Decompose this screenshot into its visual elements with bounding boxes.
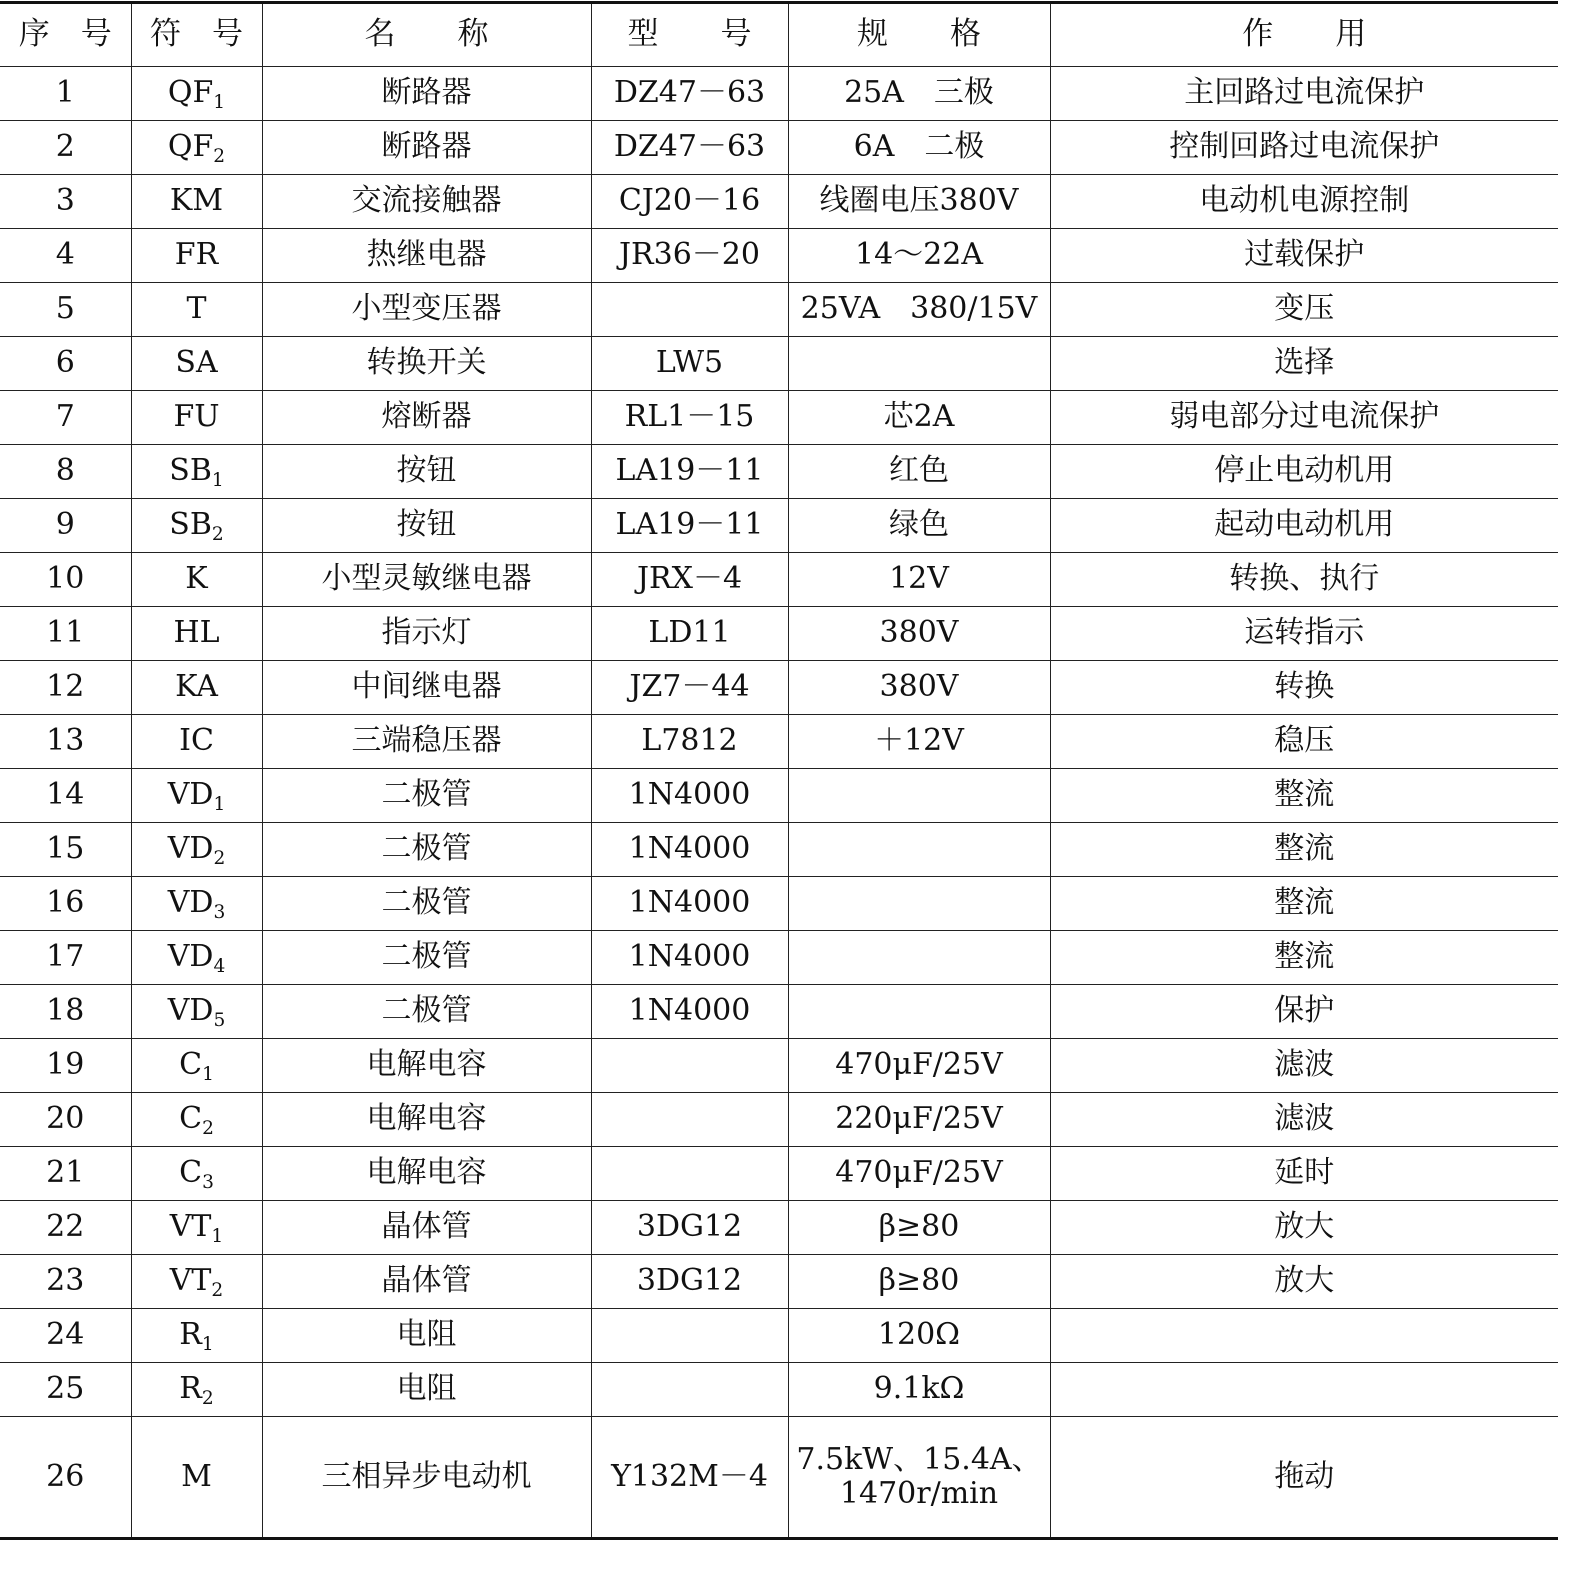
cell-function: 弱电部分过电流保护 — [1050, 391, 1558, 445]
cell-no: 13 — [0, 715, 131, 769]
cell-spec: β≥80 — [788, 1255, 1050, 1309]
cell-model: LA19－11 — [591, 499, 788, 553]
symbol-subscript: 2 — [201, 1388, 214, 1410]
table-row — [0, 1147, 1558, 1201]
cell-function: 控制回路过电流保护 — [1050, 121, 1558, 175]
cell-model: 3DG12 — [591, 1255, 788, 1309]
cell-function: 过载保护 — [1050, 229, 1558, 283]
cell-function: 主回路过电流保护 — [1050, 67, 1558, 121]
cell-function: 稳压 — [1050, 715, 1558, 769]
symbol-subscript: 3 — [213, 902, 226, 924]
table-header — [0, 3, 1558, 67]
cell-name: 电解电容 — [262, 1093, 591, 1147]
cell-no: 6 — [0, 337, 131, 391]
symbol-subscript: 1 — [213, 794, 226, 816]
cell-no: 22 — [0, 1201, 131, 1255]
cell-name: 三相异步电动机 — [262, 1417, 591, 1539]
cell-no: 16 — [0, 877, 131, 931]
cell-model: Y132M－4 — [591, 1417, 788, 1539]
symbol-text: IC — [179, 723, 214, 759]
cell-function: 停止电动机用 — [1050, 445, 1558, 499]
cell-no: 17 — [0, 931, 131, 985]
cell-symbol — [131, 1417, 262, 1539]
cell-function: 滤波 — [1050, 1093, 1558, 1147]
cell-no: 15 — [0, 823, 131, 877]
symbol-subscript: 1 — [211, 470, 224, 492]
cell-spec: 线圈电压380V — [788, 175, 1050, 229]
cell-symbol — [131, 553, 262, 607]
symbol-text: VT — [169, 1209, 212, 1245]
cell-spec: 绿色 — [788, 499, 1050, 553]
cell-name: 按钮 — [262, 499, 591, 553]
cell-function: 放大 — [1050, 1255, 1558, 1309]
table-row — [0, 553, 1558, 607]
cell-no: 12 — [0, 661, 131, 715]
cell-function: 选择 — [1050, 337, 1558, 391]
cell-model: 1N4000 — [591, 877, 788, 931]
cell-model: LA19－11 — [591, 445, 788, 499]
cell-model: 1N4000 — [591, 769, 788, 823]
cell-model: 1N4000 — [591, 985, 788, 1039]
table-row — [0, 67, 1558, 121]
cell-symbol — [131, 391, 262, 445]
table-row — [0, 1255, 1558, 1309]
header-name: 名 称 — [262, 3, 591, 67]
cell-function: 转换 — [1050, 661, 1558, 715]
table-row — [0, 1363, 1558, 1417]
table-row — [0, 877, 1558, 931]
symbol-subscript: 1 — [213, 92, 226, 114]
cell-name: 电解电容 — [262, 1147, 591, 1201]
cell-no: 7 — [0, 391, 131, 445]
table-row — [0, 985, 1558, 1039]
cell-function: 起动电动机用 — [1050, 499, 1558, 553]
cell-no: 18 — [0, 985, 131, 1039]
cell-spec: 470μF/25V — [788, 1039, 1050, 1093]
cell-name: 电解电容 — [262, 1039, 591, 1093]
cell-model: L7812 — [591, 715, 788, 769]
table-row — [0, 1309, 1558, 1363]
cell-spec: ＋12V — [788, 715, 1050, 769]
cell-model: JRX－4 — [591, 553, 788, 607]
cell-spec: 220μF/25V — [788, 1093, 1050, 1147]
cell-function: 电动机电源控制 — [1050, 175, 1558, 229]
cell-model: DZ47－63 — [591, 67, 788, 121]
cell-symbol — [131, 229, 262, 283]
symbol-subscript: 1 — [211, 1226, 224, 1248]
cell-no: 24 — [0, 1309, 131, 1363]
cell-symbol — [131, 283, 262, 337]
header-spec: 规 格 — [788, 3, 1050, 67]
cell-function — [1050, 1363, 1558, 1417]
table-row — [0, 931, 1558, 985]
cell-symbol — [131, 877, 262, 931]
cell-symbol — [131, 175, 262, 229]
table-row — [0, 121, 1558, 175]
cell-no: 11 — [0, 607, 131, 661]
symbol-text: VD — [167, 831, 214, 867]
symbol-subscript: 2 — [211, 1280, 224, 1302]
cell-spec: 6A 二极 — [788, 121, 1050, 175]
cell-symbol — [131, 1039, 262, 1093]
symbol-text: C — [179, 1155, 203, 1191]
table-row — [0, 1093, 1558, 1147]
symbol-text: FU — [173, 399, 220, 435]
cell-function: 滤波 — [1050, 1039, 1558, 1093]
cell-symbol — [131, 1255, 262, 1309]
cell-model: LW5 — [591, 337, 788, 391]
cell-spec — [788, 823, 1050, 877]
cell-no: 23 — [0, 1255, 131, 1309]
cell-symbol — [131, 931, 262, 985]
cell-symbol — [131, 499, 262, 553]
header-symbol: 符 号 — [131, 3, 262, 67]
cell-name: 小型灵敏继电器 — [262, 553, 591, 607]
table-row — [0, 823, 1558, 877]
symbol-subscript: 1 — [201, 1334, 214, 1356]
table-row — [0, 391, 1558, 445]
cell-symbol — [131, 715, 262, 769]
cell-model: 1N4000 — [591, 931, 788, 985]
symbol-text: T — [186, 291, 207, 327]
cell-spec: 9.1kΩ — [788, 1363, 1050, 1417]
symbol-subscript: 5 — [213, 1010, 226, 1032]
cell-model: LD11 — [591, 607, 788, 661]
cell-name: 二极管 — [262, 877, 591, 931]
table-row — [0, 1417, 1558, 1539]
cell-function: 运转指示 — [1050, 607, 1558, 661]
table-row — [0, 1039, 1558, 1093]
cell-model: 1N4000 — [591, 823, 788, 877]
cell-spec — [788, 931, 1050, 985]
cell-spec — [788, 985, 1050, 1039]
table-row — [0, 607, 1558, 661]
cell-no: 19 — [0, 1039, 131, 1093]
cell-function: 整流 — [1050, 823, 1558, 877]
table-row — [0, 445, 1558, 499]
cell-spec: 12V — [788, 553, 1050, 607]
cell-symbol — [131, 1309, 262, 1363]
cell-symbol — [131, 661, 262, 715]
cell-no: 3 — [0, 175, 131, 229]
cell-no: 9 — [0, 499, 131, 553]
cell-no: 25 — [0, 1363, 131, 1417]
cell-symbol — [131, 67, 262, 121]
header-row — [0, 3, 1558, 67]
symbol-text: VT — [169, 1263, 212, 1299]
spec-line-2: 1470r/min — [839, 1476, 999, 1511]
cell-name: 指示灯 — [262, 607, 591, 661]
cell-function: 延时 — [1050, 1147, 1558, 1201]
cell-name: 热继电器 — [262, 229, 591, 283]
spec-line-1: 7.5kW、15.4A、 — [796, 1441, 1042, 1477]
cell-spec: 380V — [788, 607, 1050, 661]
cell-symbol — [131, 1093, 262, 1147]
parts-table — [0, 1, 1558, 1540]
cell-model: DZ47－63 — [591, 121, 788, 175]
cell-name: 二极管 — [262, 823, 591, 877]
cell-function: 整流 — [1050, 877, 1558, 931]
cell-name: 二极管 — [262, 931, 591, 985]
cell-no: 10 — [0, 553, 131, 607]
cell-symbol — [131, 823, 262, 877]
cell-name: 断路器 — [262, 67, 591, 121]
symbol-text: K — [185, 561, 208, 597]
cell-function: 整流 — [1050, 769, 1558, 823]
cell-model — [591, 283, 788, 337]
cell-model — [591, 1093, 788, 1147]
symbol-subscript: 1 — [202, 1064, 214, 1086]
cell-spec: 25A 三极 — [788, 67, 1050, 121]
cell-name: 中间继电器 — [262, 661, 591, 715]
cell-name: 三端稳压器 — [262, 715, 591, 769]
cell-no: 20 — [0, 1093, 131, 1147]
symbol-text: SB — [169, 507, 212, 543]
cell-function — [1050, 1309, 1558, 1363]
cell-model — [591, 1039, 788, 1093]
symbol-text: HL — [173, 615, 220, 651]
cell-no: 8 — [0, 445, 131, 499]
symbol-subscript: 2 — [211, 524, 224, 546]
cell-spec — [788, 877, 1050, 931]
header-no: 序 号 — [0, 3, 131, 67]
cell-no: 26 — [0, 1417, 131, 1539]
symbol-text: VD — [167, 885, 214, 921]
symbol-text: QF — [167, 75, 214, 111]
cell-symbol — [131, 337, 262, 391]
cell-symbol — [131, 1201, 262, 1255]
table-body — [0, 67, 1558, 1539]
cell-no: 5 — [0, 283, 131, 337]
cell-model — [591, 1147, 788, 1201]
header-function: 作 用 — [1050, 3, 1558, 67]
symbol-subscript: 4 — [213, 956, 226, 978]
cell-spec: 14～22A — [788, 229, 1050, 283]
cell-spec: 25VA 380/15V — [788, 283, 1050, 337]
symbol-text: VD — [167, 777, 214, 813]
cell-model: JZ7－44 — [591, 661, 788, 715]
cell-model — [591, 1363, 788, 1417]
cell-no: 1 — [0, 67, 131, 121]
header-model: 型 号 — [591, 3, 788, 67]
cell-name: 二极管 — [262, 769, 591, 823]
cell-symbol — [131, 1147, 262, 1201]
symbol-text: SB — [169, 453, 212, 489]
symbol-text: R — [179, 1317, 202, 1353]
cell-spec: 380V — [788, 661, 1050, 715]
table-row — [0, 283, 1558, 337]
cell-function: 放大 — [1050, 1201, 1558, 1255]
cell-name: 交流接触器 — [262, 175, 591, 229]
symbol-subscript: 2 — [213, 146, 226, 168]
symbol-text: M — [181, 1458, 212, 1494]
cell-symbol — [131, 607, 262, 661]
cell-spec: 芯2A — [788, 391, 1050, 445]
cell-name: 晶体管 — [262, 1201, 591, 1255]
cell-no: 4 — [0, 229, 131, 283]
cell-name: 小型变压器 — [262, 283, 591, 337]
symbol-subscript: 3 — [202, 1172, 214, 1194]
cell-name: 电阻 — [262, 1363, 591, 1417]
table-row — [0, 715, 1558, 769]
cell-spec — [788, 769, 1050, 823]
cell-symbol — [131, 1363, 262, 1417]
cell-symbol — [131, 985, 262, 1039]
symbol-text: KA — [175, 669, 218, 705]
cell-function: 变压 — [1050, 283, 1558, 337]
cell-model: JR36－20 — [591, 229, 788, 283]
symbol-text: KM — [169, 183, 224, 219]
cell-symbol — [131, 121, 262, 175]
cell-function: 转换、执行 — [1050, 553, 1558, 607]
table-row — [0, 661, 1558, 715]
symbol-text: VD — [167, 993, 214, 1029]
symbol-text: VD — [167, 939, 214, 975]
cell-model: CJ20－16 — [591, 175, 788, 229]
table-row — [0, 769, 1558, 823]
symbol-text: C — [179, 1101, 203, 1137]
cell-spec: 120Ω — [788, 1309, 1050, 1363]
cell-function: 整流 — [1050, 931, 1558, 985]
symbol-text: FR — [174, 237, 219, 273]
symbol-text: R — [179, 1371, 202, 1407]
symbol-text: QF — [167, 129, 214, 165]
table-row — [0, 1201, 1558, 1255]
cell-spec: β≥80 — [788, 1201, 1050, 1255]
cell-spec — [788, 1417, 1050, 1539]
cell-no: 14 — [0, 769, 131, 823]
table-row — [0, 175, 1558, 229]
cell-spec: 红色 — [788, 445, 1050, 499]
cell-name: 熔断器 — [262, 391, 591, 445]
symbol-subscript: 2 — [202, 1118, 214, 1140]
cell-name: 电阻 — [262, 1309, 591, 1363]
cell-name: 二极管 — [262, 985, 591, 1039]
table-row — [0, 229, 1558, 283]
cell-model: 3DG12 — [591, 1201, 788, 1255]
cell-no: 21 — [0, 1147, 131, 1201]
symbol-subscript: 2 — [213, 848, 226, 870]
cell-name: 晶体管 — [262, 1255, 591, 1309]
cell-spec: 470μF/25V — [788, 1147, 1050, 1201]
symbol-text: SA — [175, 345, 218, 381]
cell-name: 转换开关 — [262, 337, 591, 391]
cell-name: 断路器 — [262, 121, 591, 175]
cell-model: RL1－15 — [591, 391, 788, 445]
cell-model — [591, 1309, 788, 1363]
cell-name: 按钮 — [262, 445, 591, 499]
cell-symbol — [131, 445, 262, 499]
cell-function: 拖动 — [1050, 1417, 1558, 1539]
cell-no: 2 — [0, 121, 131, 175]
table-row — [0, 499, 1558, 553]
symbol-text: C — [179, 1047, 203, 1083]
table-row — [0, 337, 1558, 391]
cell-spec — [788, 337, 1050, 391]
cell-function: 保护 — [1050, 985, 1558, 1039]
cell-symbol — [131, 769, 262, 823]
